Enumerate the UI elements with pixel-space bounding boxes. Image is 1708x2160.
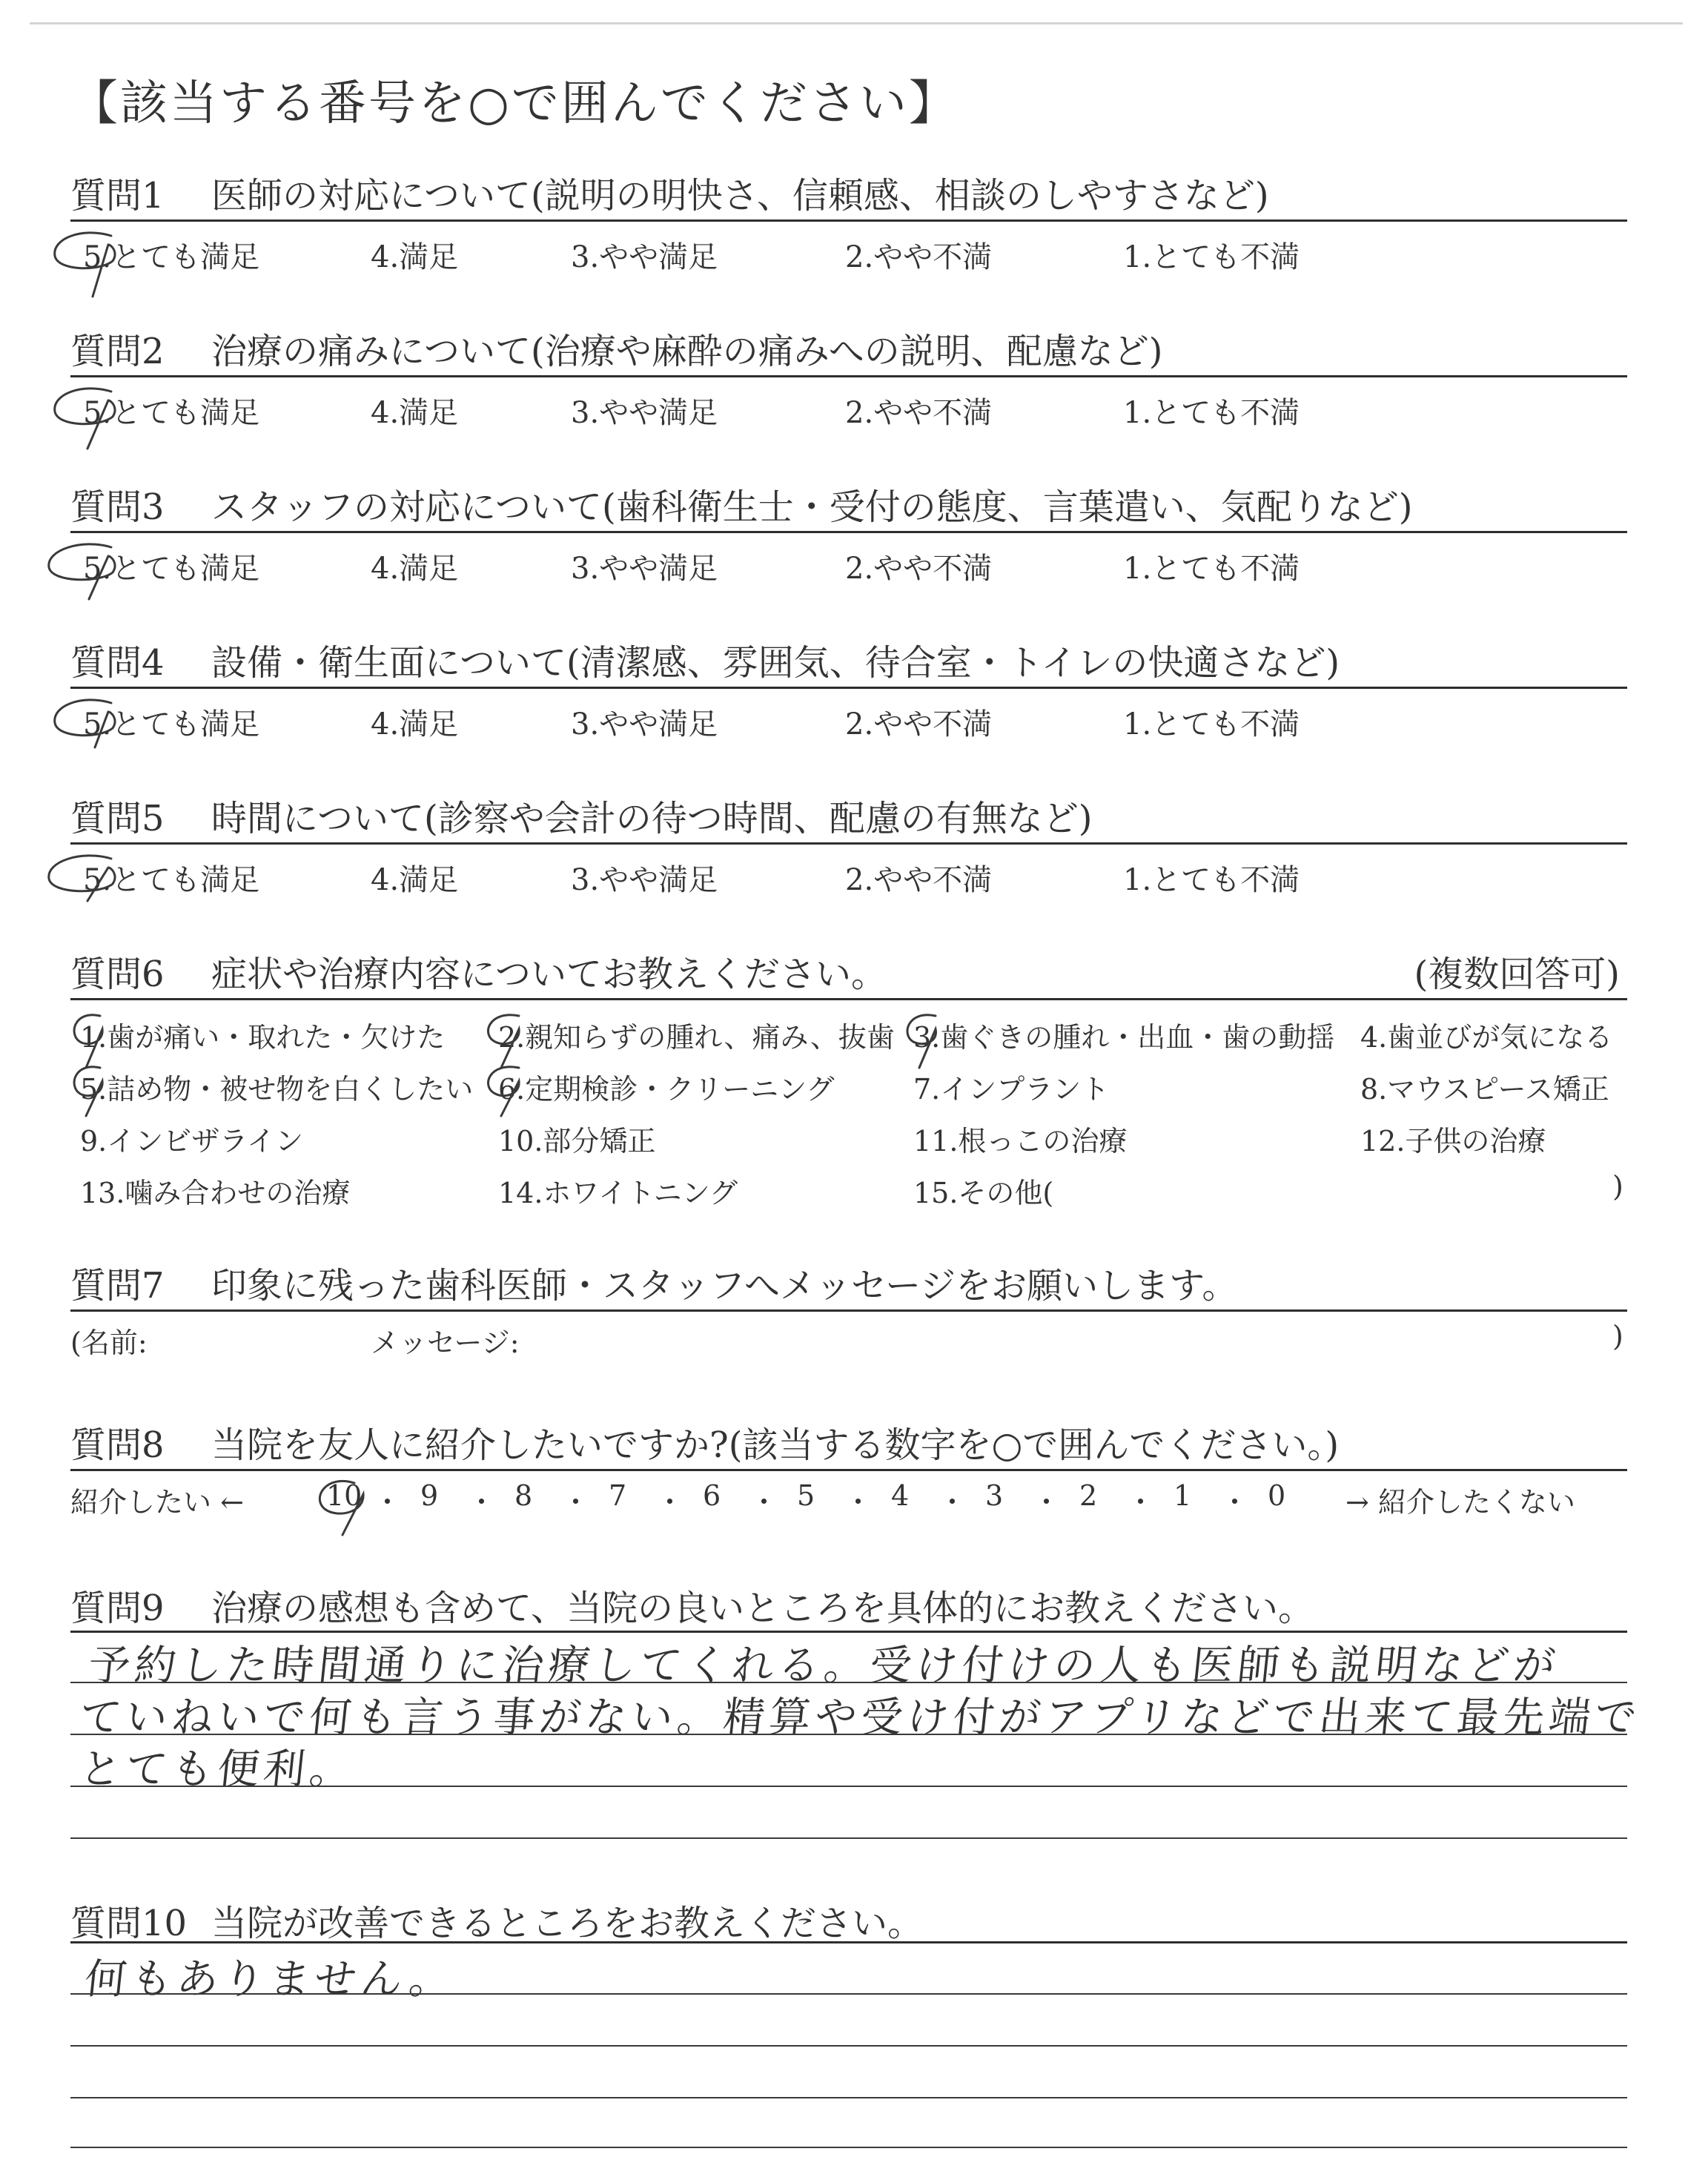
scale-value-0[interactable]: 0 [1268, 1479, 1286, 1512]
question-number: 質問2 [70, 331, 165, 372]
q1-option-1[interactable]: 1.とても不満 [1123, 240, 1300, 274]
q4-option-3[interactable]: 3.やや満足 [571, 707, 718, 742]
divider [70, 219, 1627, 222]
question-text: 症状や治療内容についてお教えください。 [211, 954, 887, 995]
question-1 [70, 167, 1627, 218]
scale-value-3[interactable]: 3 [985, 1479, 1004, 1512]
question-number: 質問8 [70, 1424, 165, 1466]
q3-option-2[interactable]: 2.やや不満 [845, 552, 993, 586]
question-text: 時間について(診察や会計の待つ時間、配慮の有無など) [211, 798, 1093, 839]
q6-option-7[interactable]: 7.インプラント [913, 1073, 1110, 1106]
question-number: 質問6 [70, 954, 165, 995]
question-number: 質問7 [70, 1265, 165, 1307]
q5-option-3[interactable]: 3.やや満足 [571, 863, 718, 897]
q6-option-15[interactable]: 15.その他( [913, 1177, 1054, 1209]
writing-line [70, 1682, 1627, 1683]
scale-separator: ・ [1032, 1486, 1061, 1519]
q6-option-10[interactable]: 10.部分矯正 [498, 1125, 656, 1157]
divider [70, 842, 1627, 845]
q2-option-2[interactable]: 2.やや不満 [845, 396, 993, 430]
question-5 [70, 790, 1627, 841]
writing-line [70, 2147, 1627, 2148]
scale-separator: ・ [561, 1486, 590, 1519]
writing-line [70, 1786, 1627, 1787]
question-3 [70, 478, 1627, 529]
scale-value-2[interactable]: 2 [1079, 1479, 1098, 1512]
q3-option-3[interactable]: 3.やや満足 [571, 552, 718, 586]
question-4 [70, 634, 1627, 685]
q4-option-5[interactable]: 5.とても満足 [83, 707, 260, 742]
q1-option-4[interactable]: 4.満足 [371, 240, 459, 274]
recommend-right-label: → 紹介したくない [1345, 1486, 1575, 1519]
scale-value-9[interactable]: 9 [420, 1479, 439, 1512]
divider [70, 531, 1627, 533]
page-top-border [30, 22, 1683, 24]
writing-line [70, 1837, 1627, 1839]
q5-option-2[interactable]: 2.やや不満 [845, 863, 993, 897]
scale-separator: ・ [938, 1486, 967, 1519]
scale-value-5[interactable]: 5 [797, 1479, 815, 1512]
scale-separator: ・ [467, 1486, 496, 1519]
question-number: 質問9 [70, 1588, 165, 1629]
q6-option-9[interactable]: 9.インビザライン [80, 1125, 304, 1157]
question-6 [70, 945, 1627, 997]
divider [70, 998, 1627, 1000]
q1-option-2[interactable]: 2.やや不満 [845, 240, 993, 274]
handwritten-answer-line: ていねいで何も言う事がない。精算や受け付がアプリなどで出来て最先端で [77, 1694, 1644, 1742]
q3-option-1[interactable]: 1.とても不満 [1123, 552, 1300, 586]
question-10 [70, 1895, 1627, 1946]
divider [70, 1469, 1627, 1471]
q4-option-1[interactable]: 1.とても不満 [1123, 707, 1300, 742]
question-text: スタッフの対応について(歯科衛生士・受付の態度、言葉遣い、気配りなど) [211, 486, 1413, 528]
scale-value-10[interactable]: 10 [326, 1479, 363, 1512]
question-number: 質問5 [70, 798, 165, 839]
scale-value-1[interactable]: 1 [1174, 1479, 1192, 1512]
scale-separator: ・ [749, 1486, 778, 1519]
writing-line [70, 2097, 1627, 2098]
q2-option-4[interactable]: 4.満足 [371, 396, 459, 430]
question-number: 質問10 [70, 1903, 188, 1944]
question-text: 当院を友人に紹介したいですか?(該当する数字を○で囲んでください。) [211, 1424, 1340, 1466]
q6-option-11[interactable]: 11.根っこの治療 [913, 1125, 1128, 1157]
divider [70, 375, 1627, 377]
q6-option-12[interactable]: 12.子供の治療 [1360, 1125, 1546, 1157]
q1-option-5[interactable]: 5.とても満足 [83, 240, 260, 274]
close-paren: ) [1612, 1320, 1623, 1353]
q6-option-4[interactable]: 4.歯並びが気になる [1360, 1021, 1613, 1054]
recommend-left-label: 紹介したい ← [70, 1486, 244, 1519]
question-text: 当院が改善できるところをお教えください。 [211, 1903, 924, 1944]
scale-separator: ・ [655, 1486, 684, 1519]
question-text: 設備・衛生面について(清潔感、雰囲気、待合室・トイレの快適さなど) [211, 642, 1340, 684]
q5-option-1[interactable]: 1.とても不満 [1123, 863, 1300, 897]
question-7 [70, 1257, 1627, 1308]
question-number: 質問4 [70, 642, 165, 684]
q6-option-2[interactable]: 2.親知らずの腫れ、痛み、抜歯 [498, 1021, 895, 1054]
scale-value-8[interactable]: 8 [514, 1479, 533, 1512]
question-8 [70, 1416, 1627, 1467]
divider [70, 1309, 1627, 1312]
q5-option-5[interactable]: 5.とても満足 [83, 863, 260, 897]
question-text: 医師の対応について(説明の明快さ、信頼感、相談のしやすさなど) [211, 175, 1269, 217]
writing-line [70, 1993, 1627, 1995]
q2-option-3[interactable]: 3.やや満足 [571, 396, 718, 430]
instruction-heading: 【該当する番号を○で囲んでください】 [70, 76, 959, 131]
q1-option-3[interactable]: 3.やや満足 [571, 240, 718, 274]
close-paren: ) [1612, 1170, 1623, 1203]
divider [70, 1941, 1627, 1943]
scale-separator: ・ [373, 1486, 402, 1519]
question-text: 治療の痛みについて(治療や麻酔の痛みへの説明、配慮など) [211, 331, 1163, 372]
message-label: メッセージ: [371, 1327, 520, 1359]
q3-option-4[interactable]: 4.満足 [371, 552, 459, 586]
handwritten-answer-line: 予約した時間通りに治療してくれる。受け付けの人も医師も説明などが [86, 1642, 1562, 1690]
q6-option-13[interactable]: 13.噛み合わせの治療 [80, 1177, 351, 1209]
question-2 [70, 323, 1627, 374]
handwritten-answer-line: 何もありません。 [82, 1955, 458, 2004]
q6-option-6[interactable]: 6.定期検診・クリーニング [498, 1073, 835, 1106]
q6-option-5[interactable]: 5.詰め物・被せ物を白くしたい [80, 1073, 474, 1106]
q2-option-1[interactable]: 1.とても不満 [1123, 396, 1300, 430]
q4-option-2[interactable]: 2.やや不満 [845, 707, 993, 742]
scale-value-7[interactable]: 7 [609, 1479, 627, 1512]
q6-option-8[interactable]: 8.マウスピース矯正 [1360, 1073, 1609, 1106]
scale-separator: ・ [844, 1486, 873, 1519]
divider [70, 687, 1627, 689]
question-9 [70, 1579, 1627, 1631]
writing-line [70, 1734, 1627, 1735]
multiple-answer-note: (複数回答可) [1414, 954, 1620, 995]
scale-value-6[interactable]: 6 [703, 1479, 721, 1512]
q6-option-14[interactable]: 14.ホワイトニング [498, 1177, 738, 1209]
q5-option-4[interactable]: 4.満足 [371, 863, 459, 897]
writing-line [70, 2045, 1627, 2047]
q6-option-3[interactable]: 3.歯ぐきの腫れ・出血・歯の動揺 [913, 1021, 1335, 1054]
question-number: 質問3 [70, 486, 165, 528]
q3-option-5[interactable]: 5.とても満足 [83, 552, 260, 586]
question-number: 質問1 [70, 175, 165, 217]
scale-separator: ・ [1220, 1486, 1249, 1519]
q4-option-4[interactable]: 4.満足 [371, 707, 459, 742]
question-text: 治療の感想も含めて、当院の良いところを具体的にお教えください。 [211, 1588, 1314, 1629]
name-label: (名前: [70, 1327, 148, 1359]
question-text: 印象に残った歯科医師・スタッフへメッセージをお願いします。 [211, 1265, 1238, 1307]
scale-value-4[interactable]: 4 [891, 1479, 910, 1512]
q6-option-1[interactable]: 1.歯が痛い・取れた・欠けた [80, 1021, 446, 1054]
handwritten-answer-line: とても便利。 [77, 1745, 358, 1794]
scale-separator: ・ [1126, 1486, 1155, 1519]
q2-option-5[interactable]: 5.とても満足 [83, 396, 260, 430]
